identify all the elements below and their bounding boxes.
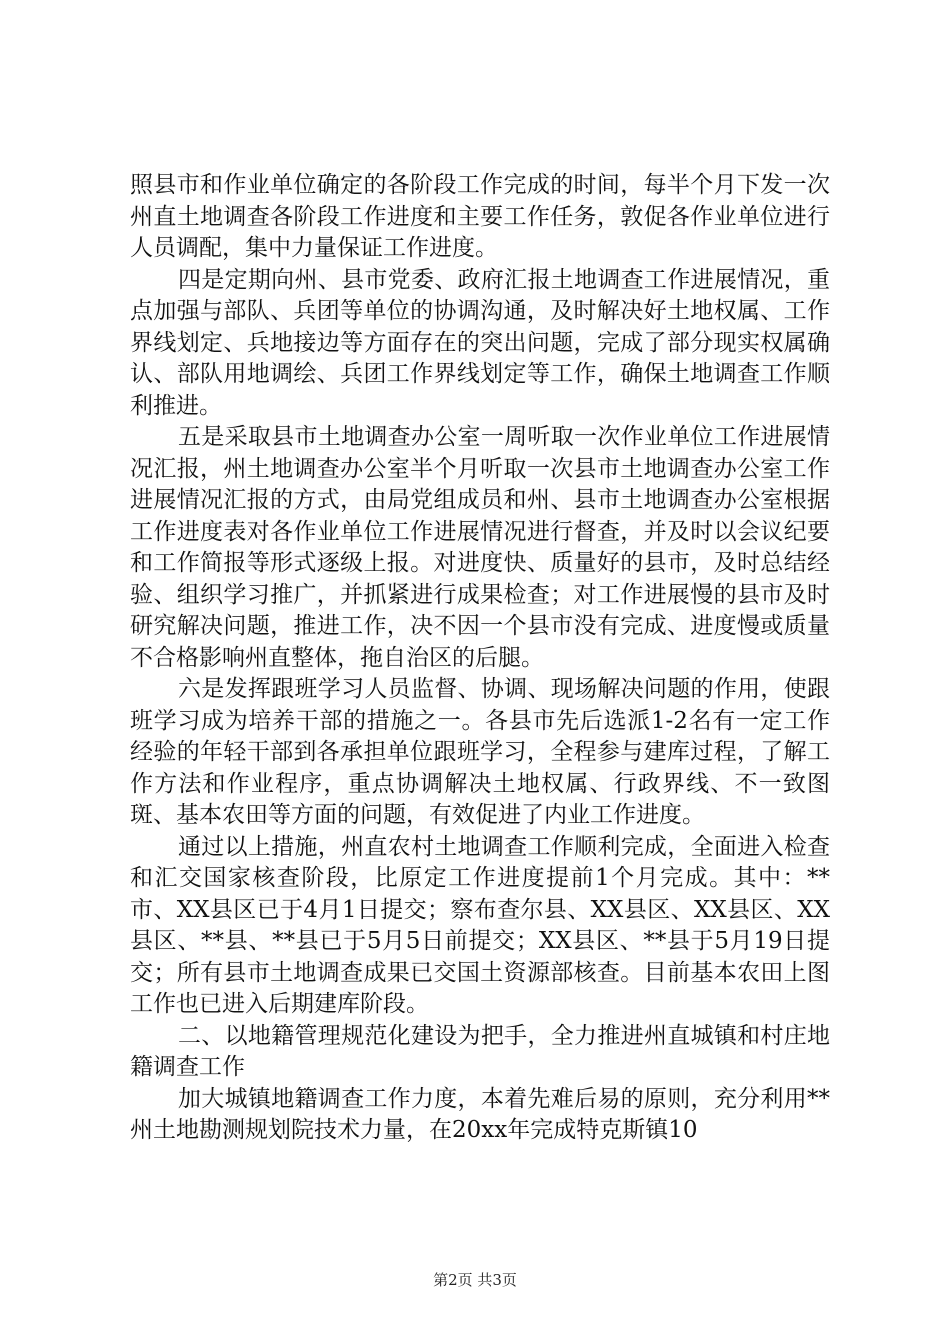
paragraph-4: 六是发挥跟班学习人员监督、协调、现场解决问题的作用，使跟班学习成为培养干部的措施之一。各县市先后选派1-2名有一定工作经验的年轻干部到各承担单位跟班学习，全程参与建库过程，了解工作方法和作业程序，重点协调解决土地权属、行政界线、不一致图斑、基本农田等方面的问题，有效促进了内业工作进度。 <box>130 676 830 828</box>
paragraph-6: 加大城镇地籍调查工作力度，本着先难后易的原则，充分利用**州土地勘测规划院技术力量，在20xx年完成特克斯镇10 <box>130 1085 830 1143</box>
document-body <box>130 170 830 1147</box>
paragraph-5: 通过以上措施，州直农村土地调查工作顺利完成，全面进入检查和汇交国家核查阶段，比原定工作进度提前1个月完成。其中：**市、XX县区已于4月1日提交；察布查尔县、XX县区、XX县区、XX县区、**县、**县已于5月5日前提交；XX县区、**县于5月19日提交；所有县市土地调查成果已交国土资源部核查。目前基本农田上图工作也已进入后期建库阶段。 <box>130 833 830 1017</box>
paragraph-1: 照县市和作业单位确定的各阶段工作完成的时间，每半个月下发一次州直土地调查各阶段工作进度和主要工作任务，敦促各作业单位进行人员调配，集中力量保证工作进度。 <box>130 172 830 261</box>
section-heading: 二、以地籍管理规范化建设为把手，全力推进州直城镇和村庄地籍调查工作 <box>130 1022 830 1080</box>
paragraph-2: 四是定期向州、县市党委、政府汇报土地调查工作进展情况，重点加强与部队、兵团等单位的协调沟通，及时解决好土地权属、工作界线划定、兵地接边等方面存在的突出问题，完成了部分现实权属确认、部队用地调绘、兵团工作界线划定等工作，确保土地调查工作顺利推进。 <box>130 266 830 419</box>
page-number-footer: 第2页 共3页 <box>433 1271 517 1289</box>
paragraph-3: 五是采取县市土地调查办公室一周听取一次作业单位工作进展情况汇报，州土地调查办公室半个月听取一次县市土地调查办公室工作进展情况汇报的方式，由局党组成员和州、县市土地调查办公室根据工作进度表对各作业单位工作进展情况进行督查，并及时以会议纪要和工作简报等形式逐级上报。对进度快、质量好的县市，及时总结经验、组织学习推广，并抓紧进行成果检查；对工作进展慢的县市及时研究解决问题，推进工作，决不因一个县市没有完成、进度慢或质量不合格影响州直整体，拖自治区的后腿。 <box>130 424 830 671</box>
